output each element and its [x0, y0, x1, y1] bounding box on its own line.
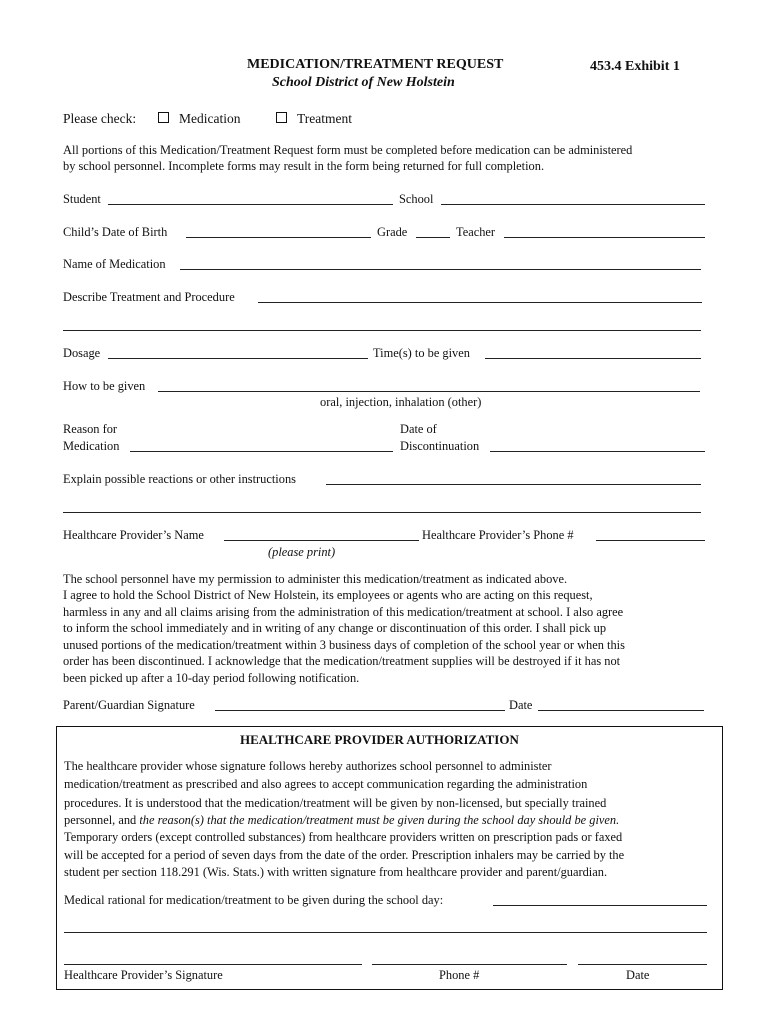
discontinuation-label-1: Date of — [400, 422, 437, 436]
auth-line-5: Temporary orders (except controlled substances) from healthcare providers written on prescription pads or faxed — [64, 830, 623, 844]
how-hint: oral, injection, inhalation (other) — [320, 395, 482, 409]
medication-checkbox[interactable] — [158, 112, 169, 123]
reason-label-2: Medication — [63, 439, 120, 453]
parent-date-label: Date — [509, 698, 533, 712]
consent-line: harmless in any and all claims arising from the administration of this medication/treatment at school. I also agree — [63, 605, 624, 619]
discontinuation-field[interactable] — [490, 451, 705, 452]
intro-line-2: by school personnel. Incomplete forms may result in the form being returned for full completion. — [63, 159, 545, 173]
treatment-label: Describe Treatment and Procedure — [63, 290, 235, 304]
form-title: MEDICATION/TREATMENT REQUEST — [247, 57, 504, 72]
parent-signature-field[interactable] — [215, 710, 505, 711]
auth-line-6: will be accepted for a period of seven days from the date of the order. Prescription inhalers may be carried by the — [64, 848, 625, 862]
check-row — [63, 111, 136, 127]
teacher-label: Teacher — [456, 225, 496, 239]
consent-line: to inform the school immediately and in writing of any change or discontinuation of this order. I shall pick up — [63, 621, 607, 635]
reason-field[interactable] — [130, 451, 393, 452]
how-label: How to be given — [63, 379, 146, 393]
grade-field[interactable] — [416, 237, 450, 238]
auth-line-1: The healthcare provider whose signature follows hereby authorizes school personnel to administer — [64, 759, 552, 773]
provider-date-label: Date — [626, 968, 650, 982]
provider-date-field[interactable] — [578, 964, 707, 965]
reason-label-1: Reason for — [63, 422, 118, 436]
school-field[interactable] — [441, 204, 705, 205]
parent-date-field[interactable] — [538, 710, 704, 711]
treatment-option[interactable] — [276, 111, 352, 127]
provider-signature-label: Healthcare Provider’s Signature — [64, 968, 223, 982]
student-field[interactable] — [108, 204, 393, 205]
provider-name-field[interactable] — [224, 540, 419, 541]
discontinuation-label-2: Discontinuation — [400, 439, 480, 453]
provider-phone-field[interactable] — [596, 540, 705, 541]
medical-rational-label: Medical rational for medication/treatment to be given during the school day: — [64, 893, 444, 907]
teacher-field[interactable] — [504, 237, 705, 238]
consent-line: unused portions of the medication/treatment within 3 business days of completion of the school year or when this — [63, 638, 625, 652]
treatment-checkbox[interactable] — [276, 112, 287, 123]
auth-line-7: student per section 118.291 (Wis. Stats.) with written signature from healthcare provider and parent/guardian. — [64, 865, 608, 879]
reactions-field-2[interactable] — [63, 512, 701, 513]
dob-field[interactable] — [186, 237, 371, 238]
authorization-heading: HEALTHCARE PROVIDER AUTHORIZATION — [240, 732, 519, 747]
provider-name-hint: (please print) — [268, 545, 336, 559]
medication-option[interactable] — [158, 111, 240, 127]
treatment-option-label: Treatment — [297, 111, 352, 126]
consent-line: order has been discontinued. I acknowledge that the medication/treatment supplies will be destroyed if it has not — [63, 654, 621, 668]
provider-phone-label: Healthcare Provider’s Phone # — [422, 528, 574, 542]
medical-rational-field-2[interactable] — [64, 932, 707, 933]
consent-line: been picked up after a 10-day period following notification. — [63, 671, 360, 685]
dob-label: Child’s Date of Birth — [63, 225, 168, 239]
how-field[interactable] — [158, 391, 700, 392]
intro-line-1: All portions of this Medication/Treatment Request form must be completed before medication can be administered — [63, 143, 633, 157]
check-label: Please check: — [63, 111, 137, 126]
provider-name-label: Healthcare Provider’s Name — [63, 528, 204, 542]
medication-option-label: Medication — [179, 111, 241, 126]
consent-line: The school personnel have my permission to administer this medication/treatment as indicated above. — [63, 572, 568, 586]
medical-rational-field[interactable] — [493, 905, 707, 906]
auth-line-4-italic: the reason(s) that the medication/treatment must be given during the school day should be given. — [139, 813, 620, 827]
medication-name-field[interactable] — [180, 269, 701, 270]
student-label: Student — [63, 192, 101, 206]
auth-line-4 — [64, 813, 619, 828]
exhibit-number: 453.4 Exhibit 1 — [590, 59, 680, 74]
times-label: Time(s) to be given — [373, 346, 470, 360]
consent-line: I agree to hold the School District of New Holstein, its employees or agents who are acting on this request, — [63, 588, 593, 602]
treatment-field-2[interactable] — [63, 330, 701, 331]
parent-signature-label: Parent/Guardian Signature — [63, 698, 195, 712]
dosage-field[interactable] — [108, 358, 368, 359]
district-name: School District of New Holstein — [272, 75, 455, 90]
times-field[interactable] — [485, 358, 701, 359]
grade-label: Grade — [377, 225, 408, 239]
dosage-label: Dosage — [63, 346, 101, 360]
auth-line-2: medication/treatment as prescribed and also agrees to accept communication regarding the administration — [64, 777, 588, 791]
medication-name-label: Name of Medication — [63, 257, 166, 271]
reactions-field[interactable] — [326, 484, 701, 485]
provider-phone-sign-label: Phone # — [439, 968, 480, 982]
reactions-label: Explain possible reactions or other instructions — [63, 472, 296, 486]
treatment-field[interactable] — [258, 302, 702, 303]
provider-signature-field[interactable] — [64, 964, 362, 965]
school-label: School — [399, 192, 434, 206]
provider-phone-sign-field[interactable] — [372, 964, 567, 965]
auth-line-4-plain: personnel, and — [64, 813, 140, 827]
auth-line-3: procedures. It is understood that the medication/treatment will be given by non-licensed, but specially trained — [64, 796, 607, 810]
